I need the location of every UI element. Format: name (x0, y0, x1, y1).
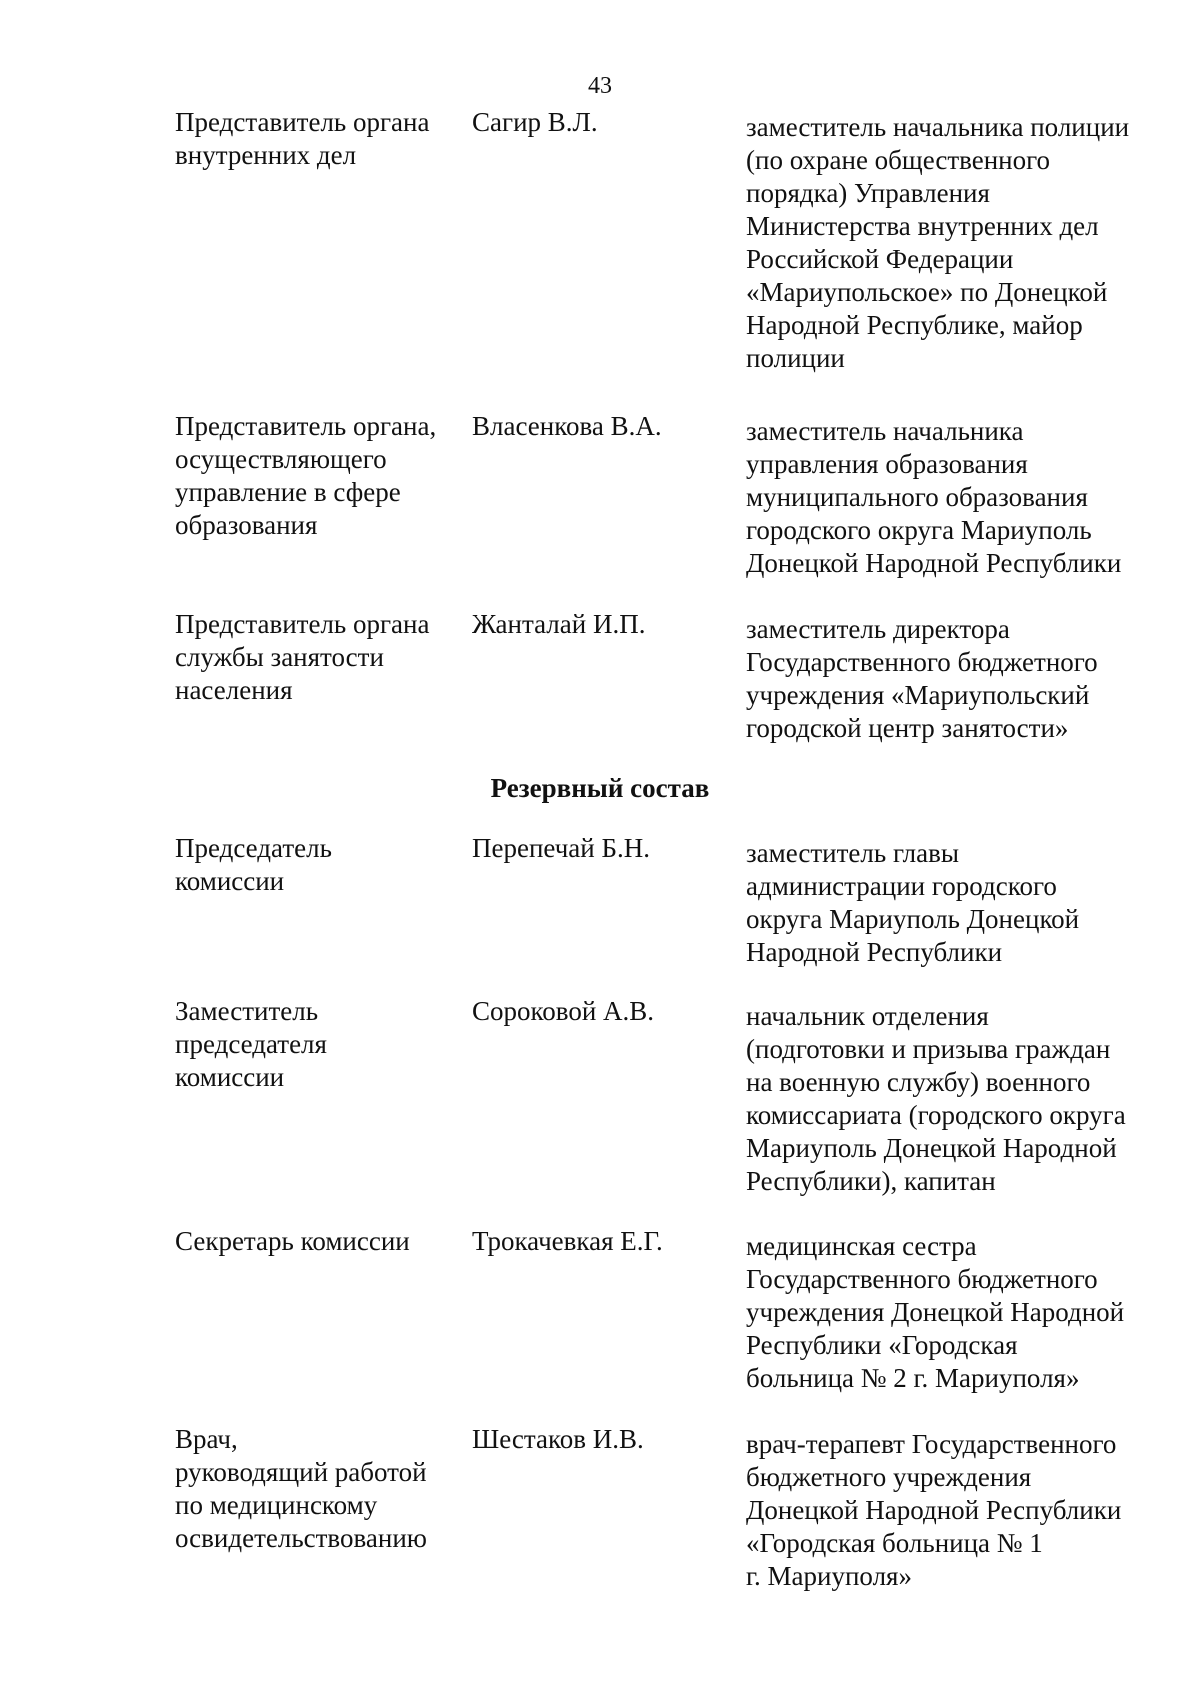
member-position: заместитель директора Государственного бюджетного учреждения «Мариупольский городской центр занятости» (746, 614, 1098, 743)
member-name: Жанталай И.П. (472, 609, 646, 639)
member-position: начальник отделения (подготовки и призыва граждан на военную службу) военного комиссариата (городского округа Мариуполь Донецкой Народной Республики), капитан (746, 1001, 1126, 1196)
member-name: Перепечай Б.Н. (472, 833, 650, 863)
member-name: Сороковой А.В. (472, 996, 655, 1026)
reserve-section-heading: Резервный состав (490, 773, 710, 803)
member-name: Сагир В.Л. (472, 107, 598, 137)
page-number: 43 (588, 73, 612, 99)
member-role: Председатель комиссии (175, 833, 332, 896)
member-name: Власенкова В.А. (472, 411, 662, 441)
member-position: врач-терапевт Государственного бюджетного учреждения Донецкой Народной Республики «Городская больница № 1 г. Мариуполя» (746, 1429, 1122, 1591)
member-position: медицинская сестра Государственного бюджетного учреждения Донецкой Народной Республики «Городская больница № 2 г. Мариуполя» (746, 1231, 1125, 1393)
member-position: заместитель начальника полиции (по охране общественного порядка) Управления Министерства внутренних дел Российской Федерации «Мариупольское» по Донецкой Народной Республике, майор полиции (746, 112, 1130, 373)
member-position: заместитель главы администрации городского округа Мариуполь Донецкой Народной Республики (746, 838, 1080, 967)
member-name: Трокачевкая Е.Г. (472, 1226, 663, 1256)
member-role: Представитель органа службы занятости населения (175, 609, 430, 705)
member-role: Заместитель председателя комиссии (175, 996, 327, 1092)
member-role: Представитель органа, осуществляющего управление в сфере образования (175, 411, 437, 540)
member-position: заместитель начальника управления образования муниципального образования городского округа Мариуполь Донецкой Народной Республики (746, 416, 1122, 578)
member-role: Представитель органа внутренних дел (175, 107, 430, 170)
member-role: Секретарь комиссии (175, 1226, 410, 1256)
member-name: Шестаков И.В. (472, 1424, 644, 1454)
member-role: Врач, руководящий работой по медицинскому освидетельствованию (175, 1424, 427, 1553)
